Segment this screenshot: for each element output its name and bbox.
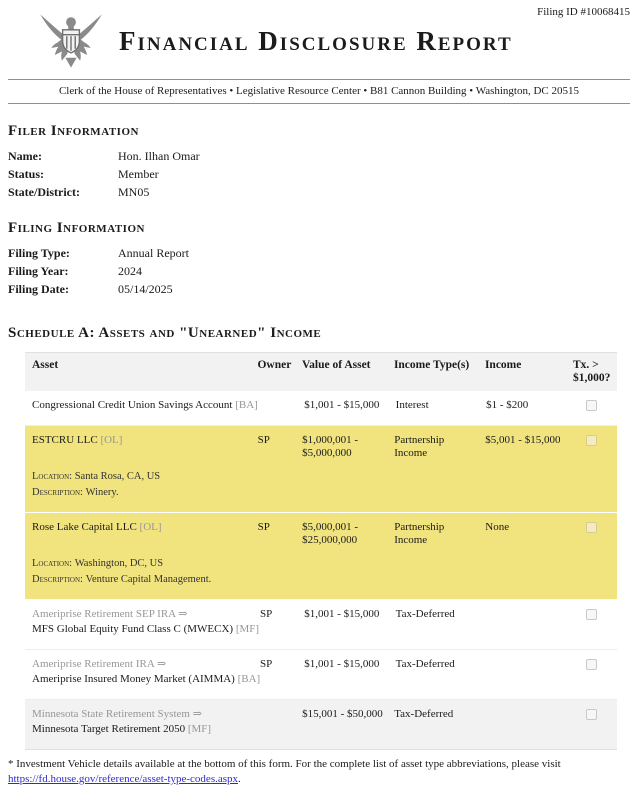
asset-row-cells — [32, 434, 610, 460]
asset-name-line — [32, 399, 258, 412]
description-line — [32, 486, 610, 499]
owner-cell: SP — [257, 434, 270, 446]
asset-row — [25, 391, 617, 426]
income-type-cell: Interest — [395, 399, 429, 411]
location-value: Santa Rosa, CA, US — [74, 471, 161, 482]
house-eagle-seal-icon — [35, 13, 107, 69]
asset-type-tag: [BA] — [237, 673, 261, 685]
income-type-cell: Tax-Deferred — [394, 708, 454, 720]
asset-name: Minnesota Target Retirement 2050 — [32, 723, 188, 735]
tx-over-1000-checkbox[interactable] — [586, 609, 597, 620]
tx-cell — [574, 608, 610, 636]
asset-name-line — [32, 623, 260, 636]
location-line — [32, 557, 610, 570]
field-label: Filing Date: — [8, 282, 69, 296]
field-value: 2024 — [118, 264, 142, 278]
asset-row-cells — [32, 658, 610, 686]
column-header: Asset — [32, 359, 59, 371]
schedule-a-table — [25, 352, 617, 750]
filer-information-fields — [8, 147, 630, 201]
asset-name: Congressional Credit Union Savings Account — [32, 399, 236, 411]
asset-name: ESTCRU LLC — [32, 434, 101, 446]
footnote-period: . — [238, 773, 241, 785]
income-cell — [486, 658, 574, 686]
location-label: Location: — [32, 471, 75, 482]
field-row — [8, 147, 630, 165]
value-of-asset-cell: $1,001 - $15,000 — [304, 658, 380, 670]
tx-over-1000-checkbox[interactable] — [586, 400, 597, 411]
field-label: Filing Type: — [8, 246, 70, 260]
asset-name: MFS Global Equity Fund Class C (MWECX) — [32, 623, 236, 635]
asset-type-tag: [MF] — [187, 723, 212, 735]
asset-cell — [32, 521, 258, 547]
tx-cell — [574, 658, 610, 686]
tx-over-1000-checkbox[interactable] — [586, 659, 597, 670]
field-row — [8, 165, 630, 183]
parent-asset-name: Ameriprise Retirement IRA ⇒ — [32, 658, 167, 670]
field-row — [8, 183, 630, 201]
field-row — [8, 244, 630, 262]
owner-cell: SP — [260, 608, 273, 620]
tx-cell — [573, 434, 610, 460]
parent-asset-name: Minnesota State Retirement System ⇒ — [32, 708, 202, 720]
tx-cell — [573, 521, 610, 547]
asset-type-tag: [BA] — [235, 399, 258, 411]
value-of-asset-cell: $5,000,001 - $25,000,000 — [302, 521, 359, 546]
filing-information-fields — [8, 244, 630, 298]
owner-cell: SP — [257, 521, 270, 533]
value-of-asset-cell: $1,001 - $15,000 — [304, 608, 380, 620]
tx-over-1000-checkbox[interactable] — [586, 709, 597, 720]
asset-row — [25, 650, 617, 700]
schedule-a-heading: Schedule A: Assets and "Unearned" Income — [8, 325, 322, 341]
filing-id: Filing ID #10068415 — [537, 6, 630, 18]
asset-name-line — [32, 723, 252, 736]
income-cell: $5,001 - $15,000 — [485, 434, 561, 446]
description-value: Winery. — [85, 487, 119, 498]
field-label: Filing Year: — [8, 264, 69, 278]
asset-row — [25, 426, 617, 513]
asset-row-cells — [32, 399, 610, 412]
field-row — [8, 280, 630, 298]
income-type-cell: Partnership Income — [394, 521, 445, 546]
asset-name-line — [32, 434, 252, 447]
owner-cell: SP — [260, 658, 273, 670]
asset-cell — [32, 434, 258, 460]
description-value: Venture Capital Management. — [85, 574, 212, 585]
description-line — [32, 573, 610, 586]
column-header: Tx. > $1,000? — [573, 359, 611, 384]
filing-information-section — [8, 220, 630, 298]
field-label: State/District: — [8, 185, 80, 199]
clerk-address-line: Clerk of the House of Representatives • Legislative Resource Center • B81 Cannon Building • Washington, DC 20515 — [8, 79, 630, 104]
location-line — [32, 470, 610, 483]
income-cell — [486, 608, 574, 636]
asset-row — [25, 700, 617, 750]
income-cell: $1 - $200 — [486, 399, 529, 411]
asset-type-codes-link[interactable]: https://fd.house.gov/reference/asset-type-codes.aspx — [8, 773, 239, 785]
asset-row-cells — [32, 608, 610, 636]
asset-cell — [32, 708, 258, 736]
parent-asset-name: Ameriprise Retirement SEP IRA ⇒ — [32, 608, 188, 620]
field-row — [8, 262, 630, 280]
schedule-a-table-header — [25, 352, 617, 391]
field-value: Member — [118, 167, 159, 181]
income-type-cell: Tax-Deferred — [395, 658, 455, 670]
field-label: Status: — [8, 167, 45, 181]
location-value: Washington, DC, US — [74, 558, 164, 569]
income-cell — [485, 708, 573, 736]
asset-type-footnote — [8, 757, 630, 787]
asset-type-tag: [OL] — [100, 434, 123, 446]
masthead — [8, 12, 630, 70]
location-label: Location: — [32, 558, 75, 569]
field-value: Annual Report — [118, 246, 189, 260]
tx-over-1000-checkbox[interactable] — [586, 522, 597, 533]
asset-name: Rose Lake Capital LLC — [32, 521, 140, 533]
asset-cell — [32, 608, 260, 636]
asset-name-line — [32, 521, 252, 534]
asset-type-tag: [OL] — [139, 521, 162, 533]
report-title: Financial Disclosure Report — [119, 25, 513, 56]
description-label: Description: — [32, 487, 86, 498]
asset-cell — [32, 658, 260, 686]
asset-cell — [32, 399, 260, 412]
asset-name: Ameriprise Insured Money Market (AIMMA) — [32, 673, 238, 685]
field-value: 05/14/2025 — [118, 282, 173, 296]
column-header: Owner — [257, 359, 292, 371]
footnote-text: * Investment Vehicle details available at the bottom of this form. For the complete list of asset type abbreviations, please visit — [8, 758, 561, 770]
tx-cell — [573, 708, 610, 736]
column-header: Income Type(s) — [393, 359, 470, 371]
field-value: MN05 — [118, 185, 150, 199]
field-value: Hon. Ilhan Omar — [118, 149, 200, 163]
column-header: Value of Asset — [301, 359, 371, 371]
filer-information-section — [8, 123, 630, 201]
filing-information-heading: Filing Information — [8, 220, 145, 236]
income-type-cell: Tax-Deferred — [395, 608, 455, 620]
tx-over-1000-checkbox[interactable] — [586, 435, 597, 446]
field-label: Name: — [8, 149, 42, 163]
value-of-asset-cell: $1,001 - $15,000 — [304, 399, 380, 411]
income-cell: None — [485, 521, 510, 533]
schedule-a-section — [8, 325, 630, 787]
owner-cell — [260, 399, 304, 412]
owner-cell — [258, 708, 303, 736]
tx-cell — [574, 399, 610, 412]
income-type-cell: Partnership Income — [394, 434, 445, 459]
asset-row — [25, 600, 617, 650]
schedule-a-table-body — [25, 391, 617, 750]
asset-row — [25, 513, 617, 600]
asset-name-line — [32, 673, 261, 686]
asset-type-tag: [MF] — [235, 623, 260, 635]
column-header: Income — [484, 359, 522, 371]
value-of-asset-cell: $1,000,001 - $5,000,000 — [302, 434, 359, 459]
value-of-asset-cell: $15,001 - $50,000 — [302, 708, 383, 720]
description-label: Description: — [32, 574, 86, 585]
asset-row-cells — [32, 521, 610, 547]
filer-information-heading: Filer Information — [8, 123, 139, 139]
asset-row-cells — [32, 708, 610, 736]
